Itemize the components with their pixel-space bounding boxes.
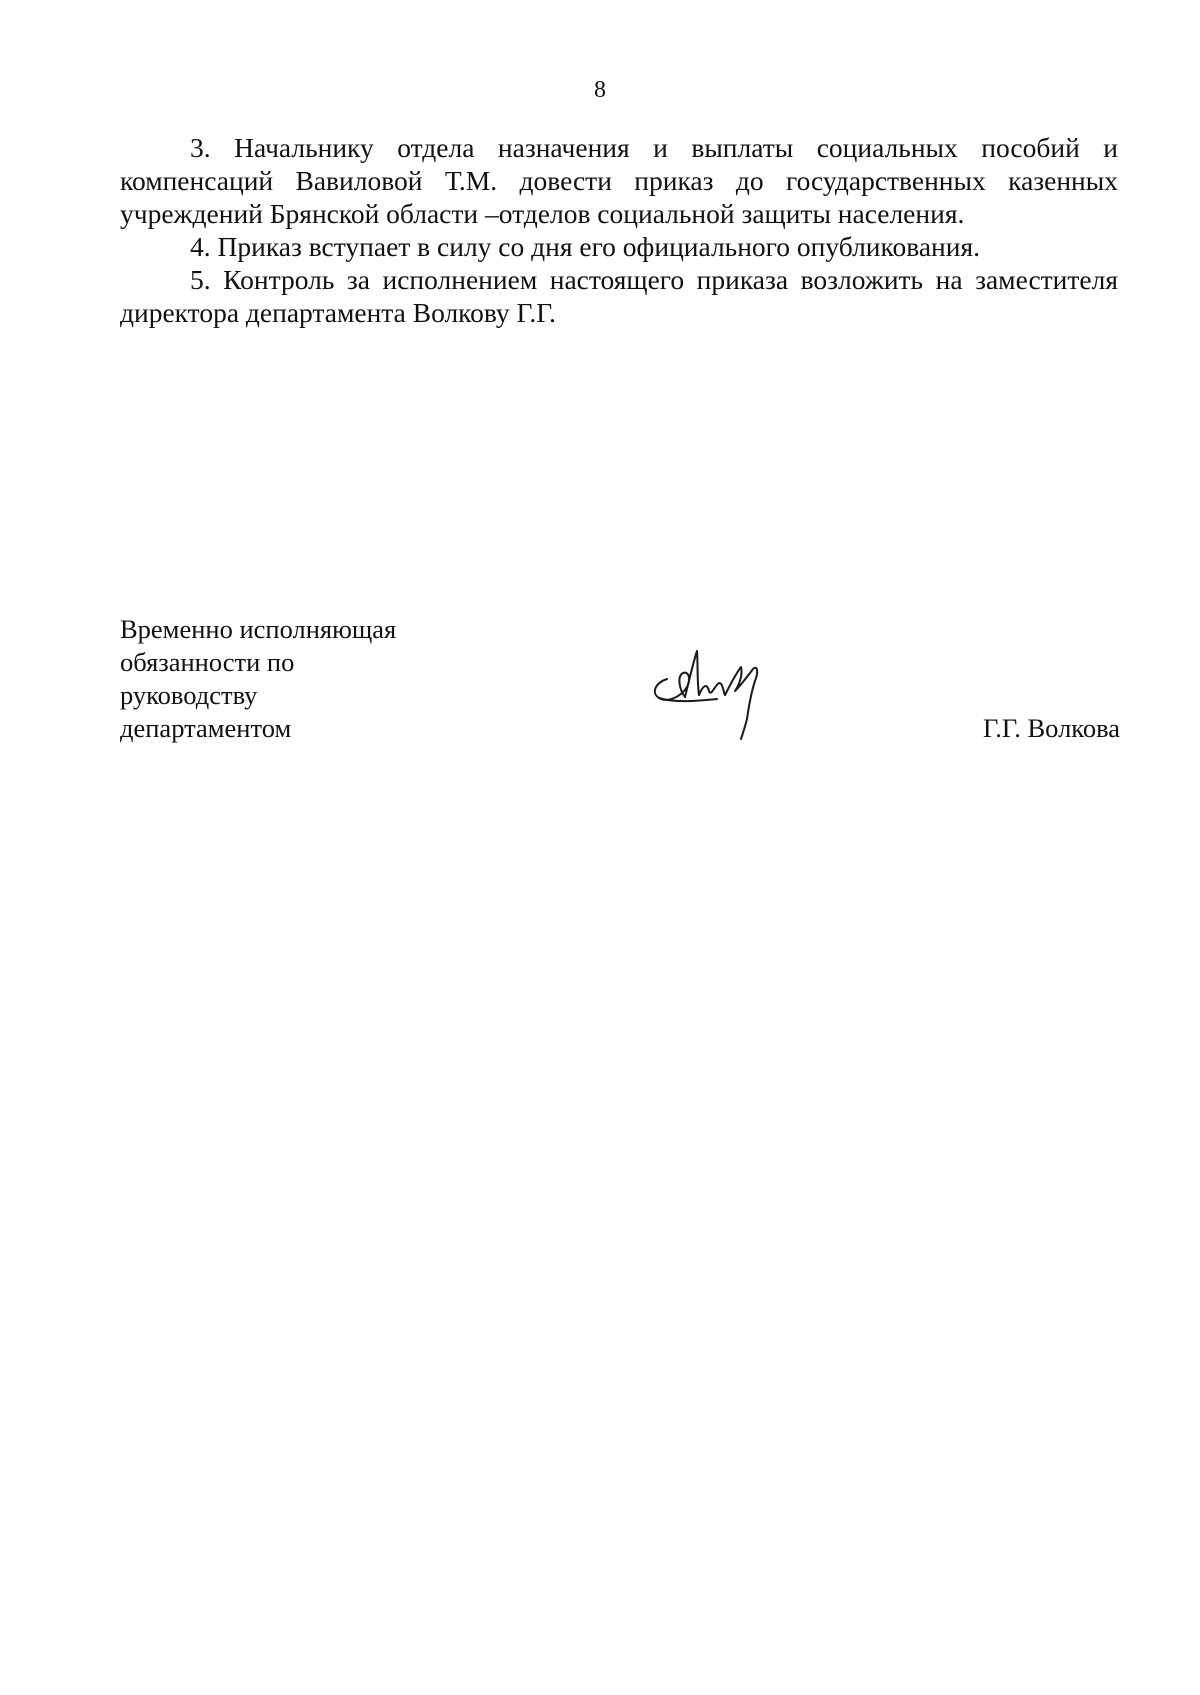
paragraph-item-4: 4. Приказ вступает в силу со дня его официального опубликования.: [190, 231, 981, 262]
signer-name: Г.Г. Волкова: [982, 713, 1120, 743]
handwritten-signature: [645, 641, 785, 751]
signer-position-line: департаментом: [120, 713, 292, 743]
signature-stroke: [725, 667, 757, 739]
page-number: 8: [594, 77, 606, 103]
signature-block: [120, 613, 1120, 763]
signature-stroke: [699, 683, 725, 695]
signature-stroke: [655, 673, 689, 700]
signer-position-line: Временно исполняющая: [120, 614, 397, 644]
signature-stroke: [659, 698, 717, 701]
signer-position-line: обязанности по: [120, 647, 295, 677]
signer-position-line: руководству: [120, 680, 258, 710]
paragraph-item-5: 5. Контроль за исполнением настоящего приказа возложить на заместителя директора департамента Волкову Г.Г.: [120, 264, 1118, 328]
signer-position: [120, 613, 396, 745]
order-body: [120, 131, 1118, 329]
paragraph-item-3: 3. Начальнику отдела назначения и выплаты социальных пособий и компенсаций Вавиловой Т.М. довести приказ до государственных казенных учреждений Брянской области –отделов социальной защиты населения.: [120, 132, 1118, 229]
